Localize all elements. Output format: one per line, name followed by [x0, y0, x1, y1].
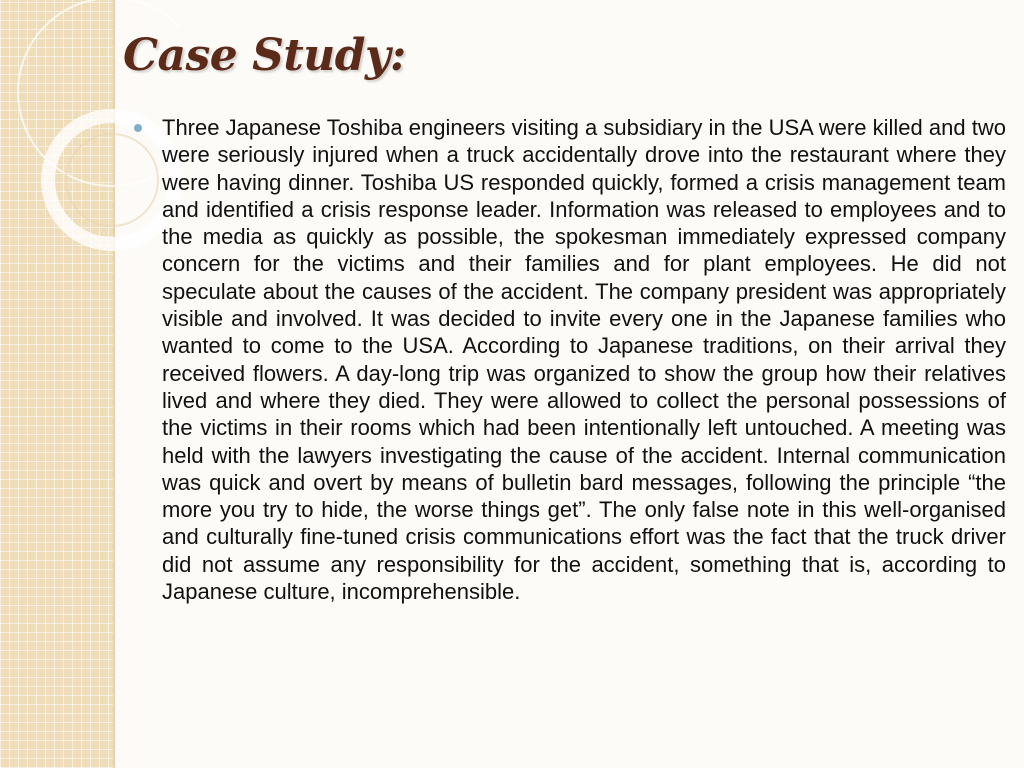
case-study-paragraph: Three Japanese Toshiba engineers visiting a subsidiary in the USA were killed and two were seriously injured when a truck accidentally drove into the restaurant where they were having dinner. Toshiba US responded quickly, formed a crisis management team and identified a crisis response leader. Information was released to employees and to the media as quickly as possible, the spokesman immediately expressed company concern for the victims and their families and for plant employees. He did not speculate about the causes of the accident. The company president was appropriately visible and involved. It was decided to invite every one in the Japanese families who wanted to come to the USA. According to Japanese traditions, on their arrival they received flowers. A day-long trip was organized to show the group how their relatives lived and where they died. They were allowed to collect the personal possessions of the victims in their rooms which had been intentionally left untouched. A meeting was held with the lawyers investigating the cause of the accident. Internal communication was quick and overt by means of bulletin bard messages, following the principle “the more you try to hide, the worse things get”. The only false note in this well-organised and culturally fine-tuned crisis communications effort was the fact that the truck driver did not assume any responsibility for the accident, something that is, according to Japanese culture, incomprehensible. [162, 115, 1006, 605]
bullet-dot-icon [134, 124, 142, 132]
slide-title: Case Study: [123, 30, 406, 81]
